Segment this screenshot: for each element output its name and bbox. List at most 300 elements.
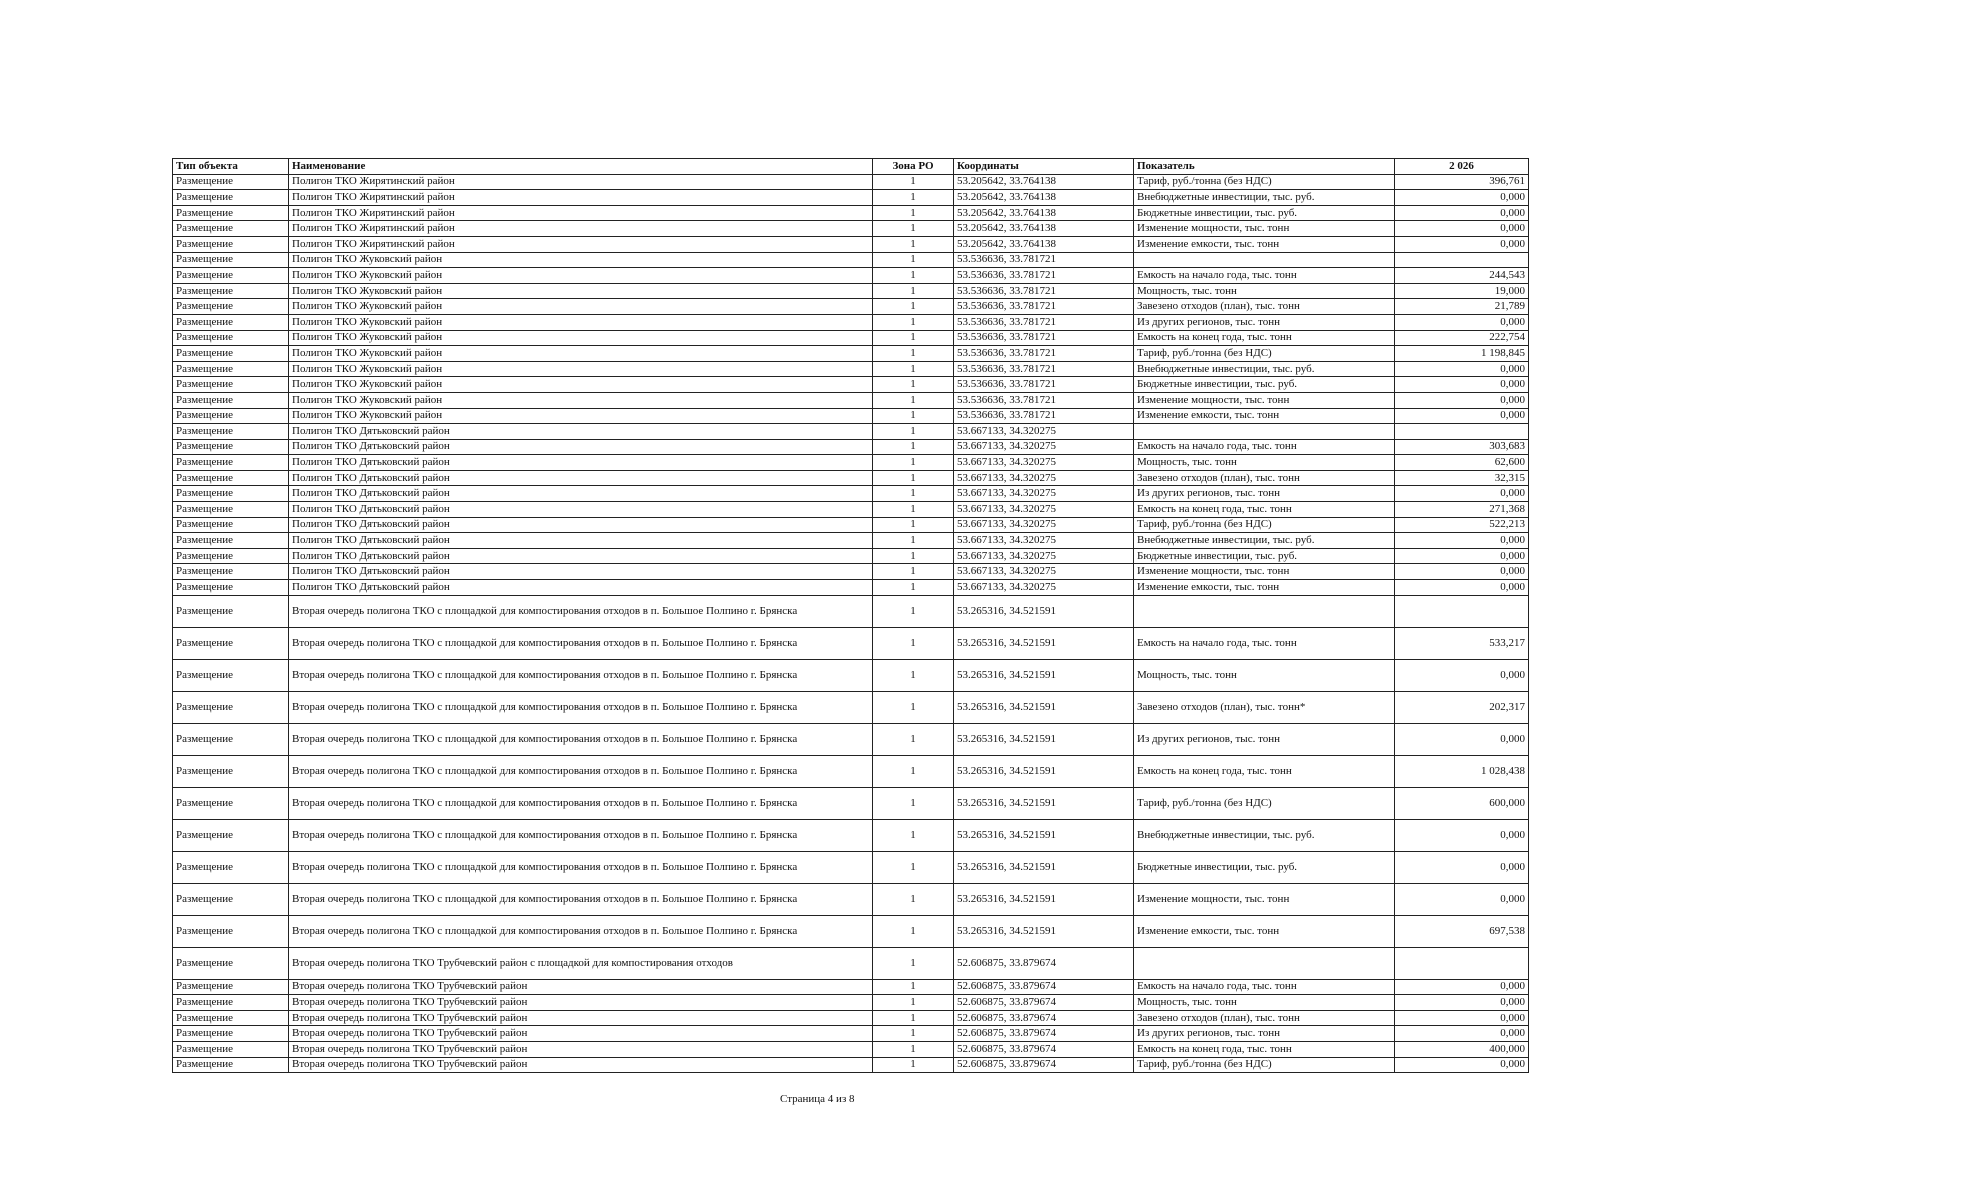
table-row xyxy=(173,455,1529,471)
indicator-cell xyxy=(1134,424,1395,440)
table-row xyxy=(173,995,1529,1011)
value-cell: 0,000 xyxy=(1395,361,1529,377)
coordinates-cell: 53.265316, 34.521591 xyxy=(954,723,1134,755)
name-cell: Вторая очередь полигона ТКО Трубчевский район с площадкой для компостирования отходов xyxy=(289,947,873,979)
header-object-type: Тип объекта xyxy=(173,159,289,175)
name-cell: Полигон ТКО Жирятинский район xyxy=(289,236,873,252)
coordinates-cell: 53.536636, 33.781721 xyxy=(954,268,1134,284)
value-cell: 0,000 xyxy=(1395,883,1529,915)
indicator-cell: Завезено отходов (план), тыс. тонн xyxy=(1134,299,1395,315)
coordinates-cell: 53.667133, 34.320275 xyxy=(954,502,1134,518)
value-cell: 0,000 xyxy=(1395,979,1529,995)
zone-cell: 1 xyxy=(873,787,954,819)
object-type-cell: Размещение xyxy=(173,346,289,362)
name-cell: Полигон ТКО Жирятинский район xyxy=(289,205,873,221)
value-cell: 32,315 xyxy=(1395,470,1529,486)
table-row xyxy=(173,548,1529,564)
indicator-cell: Завезено отходов (план), тыс. тонн* xyxy=(1134,691,1395,723)
indicator-cell: Бюджетные инвестиции, тыс. руб. xyxy=(1134,205,1395,221)
indicator-cell: Внебюджетные инвестиции, тыс. руб. xyxy=(1134,190,1395,206)
table-row xyxy=(173,1010,1529,1026)
indicator-cell: Бюджетные инвестиции, тыс. руб. xyxy=(1134,851,1395,883)
waste-facilities-table xyxy=(172,158,1529,1073)
indicator-cell: Из других регионов, тыс. тонн xyxy=(1134,314,1395,330)
table-row xyxy=(173,595,1529,627)
table-row xyxy=(173,236,1529,252)
zone-cell: 1 xyxy=(873,723,954,755)
coordinates-cell: 53.667133, 34.320275 xyxy=(954,455,1134,471)
indicator-cell: Тариф, руб./тонна (без НДС) xyxy=(1134,517,1395,533)
indicator-cell: Изменение емкости, тыс. тонн xyxy=(1134,408,1395,424)
table-row xyxy=(173,221,1529,237)
coordinates-cell: 53.536636, 33.781721 xyxy=(954,408,1134,424)
indicator-cell xyxy=(1134,947,1395,979)
name-cell: Полигон ТКО Жуковский район xyxy=(289,314,873,330)
object-type-cell: Размещение xyxy=(173,595,289,627)
zone-cell: 1 xyxy=(873,190,954,206)
indicator-cell: Изменение емкости, тыс. тонн xyxy=(1134,580,1395,596)
table-row xyxy=(173,851,1529,883)
name-cell: Вторая очередь полигона ТКО с площадкой для компостирования отходов в п. Большое Полпино г. Брянска xyxy=(289,819,873,851)
name-cell: Полигон ТКО Жуковский район xyxy=(289,252,873,268)
zone-cell: 1 xyxy=(873,627,954,659)
object-type-cell: Размещение xyxy=(173,502,289,518)
coordinates-cell: 53.667133, 34.320275 xyxy=(954,533,1134,549)
name-cell: Вторая очередь полигона ТКО Трубчевский район xyxy=(289,979,873,995)
value-cell: 244,543 xyxy=(1395,268,1529,284)
value-cell: 1 028,438 xyxy=(1395,755,1529,787)
value-cell: 0,000 xyxy=(1395,580,1529,596)
zone-cell: 1 xyxy=(873,221,954,237)
name-cell: Полигон ТКО Жуковский район xyxy=(289,361,873,377)
coordinates-cell: 53.205642, 33.764138 xyxy=(954,174,1134,190)
indicator-cell: Внебюджетные инвестиции, тыс. руб. xyxy=(1134,361,1395,377)
zone-cell: 1 xyxy=(873,819,954,851)
zone-cell: 1 xyxy=(873,1026,954,1042)
object-type-cell: Размещение xyxy=(173,252,289,268)
value-cell: 0,000 xyxy=(1395,1057,1529,1073)
indicator-cell: Из других регионов, тыс. тонн xyxy=(1134,1026,1395,1042)
coordinates-cell: 53.205642, 33.764138 xyxy=(954,236,1134,252)
indicator-cell xyxy=(1134,252,1395,268)
indicator-cell: Тариф, руб./тонна (без НДС) xyxy=(1134,787,1395,819)
object-type-cell: Размещение xyxy=(173,1010,289,1026)
coordinates-cell: 53.205642, 33.764138 xyxy=(954,190,1134,206)
indicator-cell: Емкость на конец года, тыс. тонн xyxy=(1134,502,1395,518)
indicator-cell: Емкость на начало года, тыс. тонн xyxy=(1134,627,1395,659)
table-row xyxy=(173,580,1529,596)
value-cell: 62,600 xyxy=(1395,455,1529,471)
object-type-cell: Размещение xyxy=(173,755,289,787)
zone-cell: 1 xyxy=(873,851,954,883)
name-cell: Вторая очередь полигона ТКО с площадкой для компостирования отходов в п. Большое Полпино г. Брянска xyxy=(289,723,873,755)
value-cell xyxy=(1395,947,1529,979)
table-row xyxy=(173,659,1529,691)
indicator-cell: Внебюджетные инвестиции, тыс. руб. xyxy=(1134,819,1395,851)
name-cell: Полигон ТКО Дятьковский район xyxy=(289,470,873,486)
value-cell: 0,000 xyxy=(1395,564,1529,580)
object-type-cell: Размещение xyxy=(173,455,289,471)
zone-cell: 1 xyxy=(873,470,954,486)
coordinates-cell: 53.265316, 34.521591 xyxy=(954,659,1134,691)
coordinates-cell: 53.667133, 34.320275 xyxy=(954,564,1134,580)
object-type-cell: Размещение xyxy=(173,236,289,252)
zone-cell: 1 xyxy=(873,548,954,564)
object-type-cell: Размещение xyxy=(173,314,289,330)
zone-cell: 1 xyxy=(873,205,954,221)
indicator-cell: Изменение мощности, тыс. тонн xyxy=(1134,564,1395,580)
value-cell: 0,000 xyxy=(1395,819,1529,851)
table-header-row xyxy=(173,159,1529,175)
zone-cell: 1 xyxy=(873,979,954,995)
zone-cell: 1 xyxy=(873,883,954,915)
coordinates-cell: 53.536636, 33.781721 xyxy=(954,252,1134,268)
table-row xyxy=(173,627,1529,659)
zone-cell: 1 xyxy=(873,947,954,979)
table-row xyxy=(173,787,1529,819)
indicator-cell: Изменение емкости, тыс. тонн xyxy=(1134,915,1395,947)
object-type-cell: Размещение xyxy=(173,883,289,915)
object-type-cell: Размещение xyxy=(173,627,289,659)
indicator-cell: Тариф, руб./тонна (без НДС) xyxy=(1134,346,1395,362)
table-row xyxy=(173,1042,1529,1058)
table-row xyxy=(173,915,1529,947)
zone-cell: 1 xyxy=(873,1042,954,1058)
name-cell: Полигон ТКО Дятьковский район xyxy=(289,439,873,455)
coordinates-cell: 53.667133, 34.320275 xyxy=(954,470,1134,486)
zone-cell: 1 xyxy=(873,486,954,502)
value-cell: 0,000 xyxy=(1395,1010,1529,1026)
object-type-cell: Размещение xyxy=(173,947,289,979)
zone-cell: 1 xyxy=(873,174,954,190)
name-cell: Вторая очередь полигона ТКО с площадкой для компостирования отходов в п. Большое Полпино г. Брянска xyxy=(289,851,873,883)
indicator-cell: Из других регионов, тыс. тонн xyxy=(1134,486,1395,502)
object-type-cell: Размещение xyxy=(173,691,289,723)
coordinates-cell: 52.606875, 33.879674 xyxy=(954,979,1134,995)
indicator-cell: Тариф, руб./тонна (без НДС) xyxy=(1134,174,1395,190)
indicator-cell: Изменение мощности, тыс. тонн xyxy=(1134,392,1395,408)
name-cell: Вторая очередь полигона ТКО Трубчевский район xyxy=(289,1057,873,1073)
object-type-cell: Размещение xyxy=(173,723,289,755)
value-cell: 600,000 xyxy=(1395,787,1529,819)
value-cell: 202,317 xyxy=(1395,691,1529,723)
coordinates-cell: 53.265316, 34.521591 xyxy=(954,915,1134,947)
table-row xyxy=(173,755,1529,787)
value-cell: 0,000 xyxy=(1395,995,1529,1011)
name-cell: Полигон ТКО Жирятинский район xyxy=(289,221,873,237)
object-type-cell: Размещение xyxy=(173,1057,289,1073)
coordinates-cell: 53.536636, 33.781721 xyxy=(954,314,1134,330)
object-type-cell: Размещение xyxy=(173,299,289,315)
object-type-cell: Размещение xyxy=(173,377,289,393)
indicator-cell: Емкость на конец года, тыс. тонн xyxy=(1134,1042,1395,1058)
name-cell: Вторая очередь полигона ТКО с площадкой для компостирования отходов в п. Большое Полпино г. Брянска xyxy=(289,659,873,691)
coordinates-cell: 53.536636, 33.781721 xyxy=(954,346,1134,362)
zone-cell: 1 xyxy=(873,533,954,549)
value-cell xyxy=(1395,252,1529,268)
zone-cell: 1 xyxy=(873,392,954,408)
indicator-cell: Емкость на начало года, тыс. тонн xyxy=(1134,439,1395,455)
coordinates-cell: 53.667133, 34.320275 xyxy=(954,486,1134,502)
value-cell: 19,000 xyxy=(1395,283,1529,299)
name-cell: Полигон ТКО Жирятинский район xyxy=(289,190,873,206)
table-row xyxy=(173,691,1529,723)
zone-cell: 1 xyxy=(873,314,954,330)
zone-cell: 1 xyxy=(873,455,954,471)
value-cell: 697,538 xyxy=(1395,915,1529,947)
value-cell: 0,000 xyxy=(1395,723,1529,755)
header-zone: Зона РО xyxy=(873,159,954,175)
table-row xyxy=(173,190,1529,206)
coordinates-cell: 53.265316, 34.521591 xyxy=(954,595,1134,627)
indicator-cell: Завезено отходов (план), тыс. тонн xyxy=(1134,1010,1395,1026)
coordinates-cell: 53.667133, 34.320275 xyxy=(954,580,1134,596)
object-type-cell: Размещение xyxy=(173,659,289,691)
object-type-cell: Размещение xyxy=(173,205,289,221)
name-cell: Вторая очередь полигона ТКО с площадкой для компостирования отходов в п. Большое Полпино г. Брянска xyxy=(289,883,873,915)
indicator-cell: Тариф, руб./тонна (без НДС) xyxy=(1134,1057,1395,1073)
name-cell: Вторая очередь полигона ТКО Трубчевский район xyxy=(289,995,873,1011)
object-type-cell: Размещение xyxy=(173,424,289,440)
indicator-cell: Емкость на конец года, тыс. тонн xyxy=(1134,330,1395,346)
value-cell: 0,000 xyxy=(1395,190,1529,206)
object-type-cell: Размещение xyxy=(173,564,289,580)
value-cell: 0,000 xyxy=(1395,1026,1529,1042)
value-cell xyxy=(1395,424,1529,440)
value-cell: 1 198,845 xyxy=(1395,346,1529,362)
indicator-cell: Внебюджетные инвестиции, тыс. руб. xyxy=(1134,533,1395,549)
value-cell: 522,213 xyxy=(1395,517,1529,533)
name-cell: Вторая очередь полигона ТКО Трубчевский район xyxy=(289,1026,873,1042)
value-cell: 0,000 xyxy=(1395,408,1529,424)
zone-cell: 1 xyxy=(873,1010,954,1026)
table-row xyxy=(173,361,1529,377)
coordinates-cell: 53.536636, 33.781721 xyxy=(954,377,1134,393)
value-cell: 0,000 xyxy=(1395,659,1529,691)
indicator-cell xyxy=(1134,595,1395,627)
coordinates-cell: 52.606875, 33.879674 xyxy=(954,1010,1134,1026)
zone-cell: 1 xyxy=(873,377,954,393)
coordinates-cell: 53.265316, 34.521591 xyxy=(954,691,1134,723)
indicator-cell: Емкость на конец года, тыс. тонн xyxy=(1134,755,1395,787)
value-cell: 533,217 xyxy=(1395,627,1529,659)
table-row xyxy=(173,408,1529,424)
indicator-cell: Мощность, тыс. тонн xyxy=(1134,659,1395,691)
name-cell: Полигон ТКО Жуковский район xyxy=(289,377,873,393)
name-cell: Полигон ТКО Дятьковский район xyxy=(289,580,873,596)
zone-cell: 1 xyxy=(873,439,954,455)
zone-cell: 1 xyxy=(873,252,954,268)
coordinates-cell: 53.265316, 34.521591 xyxy=(954,851,1134,883)
name-cell: Полигон ТКО Дятьковский район xyxy=(289,455,873,471)
name-cell: Полигон ТКО Жуковский район xyxy=(289,408,873,424)
zone-cell: 1 xyxy=(873,408,954,424)
table-row xyxy=(173,299,1529,315)
indicator-cell: Емкость на начало года, тыс. тонн xyxy=(1134,268,1395,284)
value-cell: 0,000 xyxy=(1395,533,1529,549)
value-cell: 271,368 xyxy=(1395,502,1529,518)
coordinates-cell: 53.667133, 34.320275 xyxy=(954,517,1134,533)
header-coordinates: Координаты xyxy=(954,159,1134,175)
zone-cell: 1 xyxy=(873,299,954,315)
name-cell: Вторая очередь полигона ТКО с площадкой для компостирования отходов в п. Большое Полпино г. Брянска xyxy=(289,915,873,947)
coordinates-cell: 53.667133, 34.320275 xyxy=(954,439,1134,455)
page-footer: Страница 4 из 8 xyxy=(780,1093,855,1105)
coordinates-cell: 52.606875, 33.879674 xyxy=(954,947,1134,979)
table-row xyxy=(173,517,1529,533)
zone-cell: 1 xyxy=(873,1057,954,1073)
table-row xyxy=(173,564,1529,580)
object-type-cell: Размещение xyxy=(173,533,289,549)
indicator-cell: Изменение мощности, тыс. тонн xyxy=(1134,883,1395,915)
table-row xyxy=(173,439,1529,455)
table-row xyxy=(173,947,1529,979)
indicator-cell: Изменение мощности, тыс. тонн xyxy=(1134,221,1395,237)
table-row xyxy=(173,174,1529,190)
object-type-cell: Размещение xyxy=(173,819,289,851)
object-type-cell: Размещение xyxy=(173,190,289,206)
zone-cell: 1 xyxy=(873,361,954,377)
indicator-cell: Мощность, тыс. тонн xyxy=(1134,995,1395,1011)
object-type-cell: Размещение xyxy=(173,995,289,1011)
table-row xyxy=(173,470,1529,486)
name-cell: Вторая очередь полигона ТКО Трубчевский район xyxy=(289,1042,873,1058)
value-cell: 222,754 xyxy=(1395,330,1529,346)
coordinates-cell: 53.265316, 34.521591 xyxy=(954,819,1134,851)
value-cell: 0,000 xyxy=(1395,548,1529,564)
name-cell: Вторая очередь полигона ТКО Трубчевский район xyxy=(289,1010,873,1026)
zone-cell: 1 xyxy=(873,755,954,787)
zone-cell: 1 xyxy=(873,580,954,596)
zone-cell: 1 xyxy=(873,517,954,533)
indicator-cell: Емкость на начало года, тыс. тонн xyxy=(1134,979,1395,995)
value-cell: 0,000 xyxy=(1395,205,1529,221)
coordinates-cell: 52.606875, 33.879674 xyxy=(954,1026,1134,1042)
coordinates-cell: 53.536636, 33.781721 xyxy=(954,392,1134,408)
object-type-cell: Размещение xyxy=(173,580,289,596)
indicator-cell: Мощность, тыс. тонн xyxy=(1134,283,1395,299)
name-cell: Полигон ТКО Жуковский район xyxy=(289,330,873,346)
table-row xyxy=(173,979,1529,995)
coordinates-cell: 53.265316, 34.521591 xyxy=(954,627,1134,659)
zone-cell: 1 xyxy=(873,330,954,346)
table-row xyxy=(173,1026,1529,1042)
indicator-cell: Мощность, тыс. тонн xyxy=(1134,455,1395,471)
name-cell: Вторая очередь полигона ТКО с площадкой для компостирования отходов в п. Большое Полпино г. Брянска xyxy=(289,627,873,659)
table-row xyxy=(173,268,1529,284)
zone-cell: 1 xyxy=(873,268,954,284)
name-cell: Полигон ТКО Жуковский район xyxy=(289,299,873,315)
coordinates-cell: 52.606875, 33.879674 xyxy=(954,1042,1134,1058)
object-type-cell: Размещение xyxy=(173,408,289,424)
table-row xyxy=(173,502,1529,518)
name-cell: Полигон ТКО Жуковский район xyxy=(289,283,873,299)
coordinates-cell: 52.606875, 33.879674 xyxy=(954,995,1134,1011)
indicator-cell: Изменение емкости, тыс. тонн xyxy=(1134,236,1395,252)
coordinates-cell: 53.265316, 34.521591 xyxy=(954,787,1134,819)
table-row xyxy=(173,723,1529,755)
zone-cell: 1 xyxy=(873,595,954,627)
name-cell: Вторая очередь полигона ТКО с площадкой для компостирования отходов в п. Большое Полпино г. Брянска xyxy=(289,595,873,627)
coordinates-cell: 53.205642, 33.764138 xyxy=(954,221,1134,237)
object-type-cell: Размещение xyxy=(173,915,289,947)
table-row xyxy=(173,392,1529,408)
value-cell: 303,683 xyxy=(1395,439,1529,455)
value-cell: 0,000 xyxy=(1395,377,1529,393)
name-cell: Вторая очередь полигона ТКО с площадкой для компостирования отходов в п. Большое Полпино г. Брянска xyxy=(289,755,873,787)
name-cell: Полигон ТКО Жуковский район xyxy=(289,268,873,284)
value-cell xyxy=(1395,595,1529,627)
coordinates-cell: 53.667133, 34.320275 xyxy=(954,424,1134,440)
table-row xyxy=(173,205,1529,221)
zone-cell: 1 xyxy=(873,564,954,580)
object-type-cell: Размещение xyxy=(173,517,289,533)
coordinates-cell: 53.265316, 34.521591 xyxy=(954,755,1134,787)
name-cell: Полигон ТКО Жуковский район xyxy=(289,392,873,408)
indicator-cell: Из других регионов, тыс. тонн xyxy=(1134,723,1395,755)
coordinates-cell: 53.536636, 33.781721 xyxy=(954,283,1134,299)
value-cell: 400,000 xyxy=(1395,1042,1529,1058)
table-row xyxy=(173,883,1529,915)
object-type-cell: Размещение xyxy=(173,1042,289,1058)
coordinates-cell: 52.606875, 33.879674 xyxy=(954,1057,1134,1073)
indicator-cell: Завезено отходов (план), тыс. тонн xyxy=(1134,470,1395,486)
coordinates-cell: 53.536636, 33.781721 xyxy=(954,330,1134,346)
object-type-cell: Размещение xyxy=(173,174,289,190)
name-cell: Вторая очередь полигона ТКО с площадкой для компостирования отходов в п. Большое Полпино г. Брянска xyxy=(289,787,873,819)
value-cell: 0,000 xyxy=(1395,314,1529,330)
object-type-cell: Размещение xyxy=(173,1026,289,1042)
zone-cell: 1 xyxy=(873,424,954,440)
name-cell: Полигон ТКО Дятьковский район xyxy=(289,486,873,502)
name-cell: Полигон ТКО Дятьковский район xyxy=(289,533,873,549)
table-row xyxy=(173,424,1529,440)
object-type-cell: Размещение xyxy=(173,548,289,564)
object-type-cell: Размещение xyxy=(173,221,289,237)
object-type-cell: Размещение xyxy=(173,330,289,346)
object-type-cell: Размещение xyxy=(173,486,289,502)
zone-cell: 1 xyxy=(873,236,954,252)
zone-cell: 1 xyxy=(873,915,954,947)
header-name: Наименование xyxy=(289,159,873,175)
indicator-cell: Бюджетные инвестиции, тыс. руб. xyxy=(1134,548,1395,564)
zone-cell: 1 xyxy=(873,691,954,723)
value-cell: 0,000 xyxy=(1395,486,1529,502)
coordinates-cell: 53.536636, 33.781721 xyxy=(954,361,1134,377)
object-type-cell: Размещение xyxy=(173,392,289,408)
zone-cell: 1 xyxy=(873,659,954,691)
coordinates-cell: 53.205642, 33.764138 xyxy=(954,205,1134,221)
name-cell: Полигон ТКО Дятьковский район xyxy=(289,548,873,564)
object-type-cell: Размещение xyxy=(173,470,289,486)
table-row xyxy=(173,1057,1529,1073)
table-row xyxy=(173,330,1529,346)
object-type-cell: Размещение xyxy=(173,439,289,455)
table-row xyxy=(173,533,1529,549)
header-indicator: Показатель xyxy=(1134,159,1395,175)
indicator-cell: Бюджетные инвестиции, тыс. руб. xyxy=(1134,377,1395,393)
zone-cell: 1 xyxy=(873,346,954,362)
table-row xyxy=(173,283,1529,299)
object-type-cell: Размещение xyxy=(173,851,289,883)
zone-cell: 1 xyxy=(873,995,954,1011)
name-cell: Полигон ТКО Дятьковский район xyxy=(289,424,873,440)
object-type-cell: Размещение xyxy=(173,268,289,284)
object-type-cell: Размещение xyxy=(173,979,289,995)
table-row xyxy=(173,377,1529,393)
value-cell: 0,000 xyxy=(1395,236,1529,252)
header-year: 2 026 xyxy=(1395,159,1529,175)
